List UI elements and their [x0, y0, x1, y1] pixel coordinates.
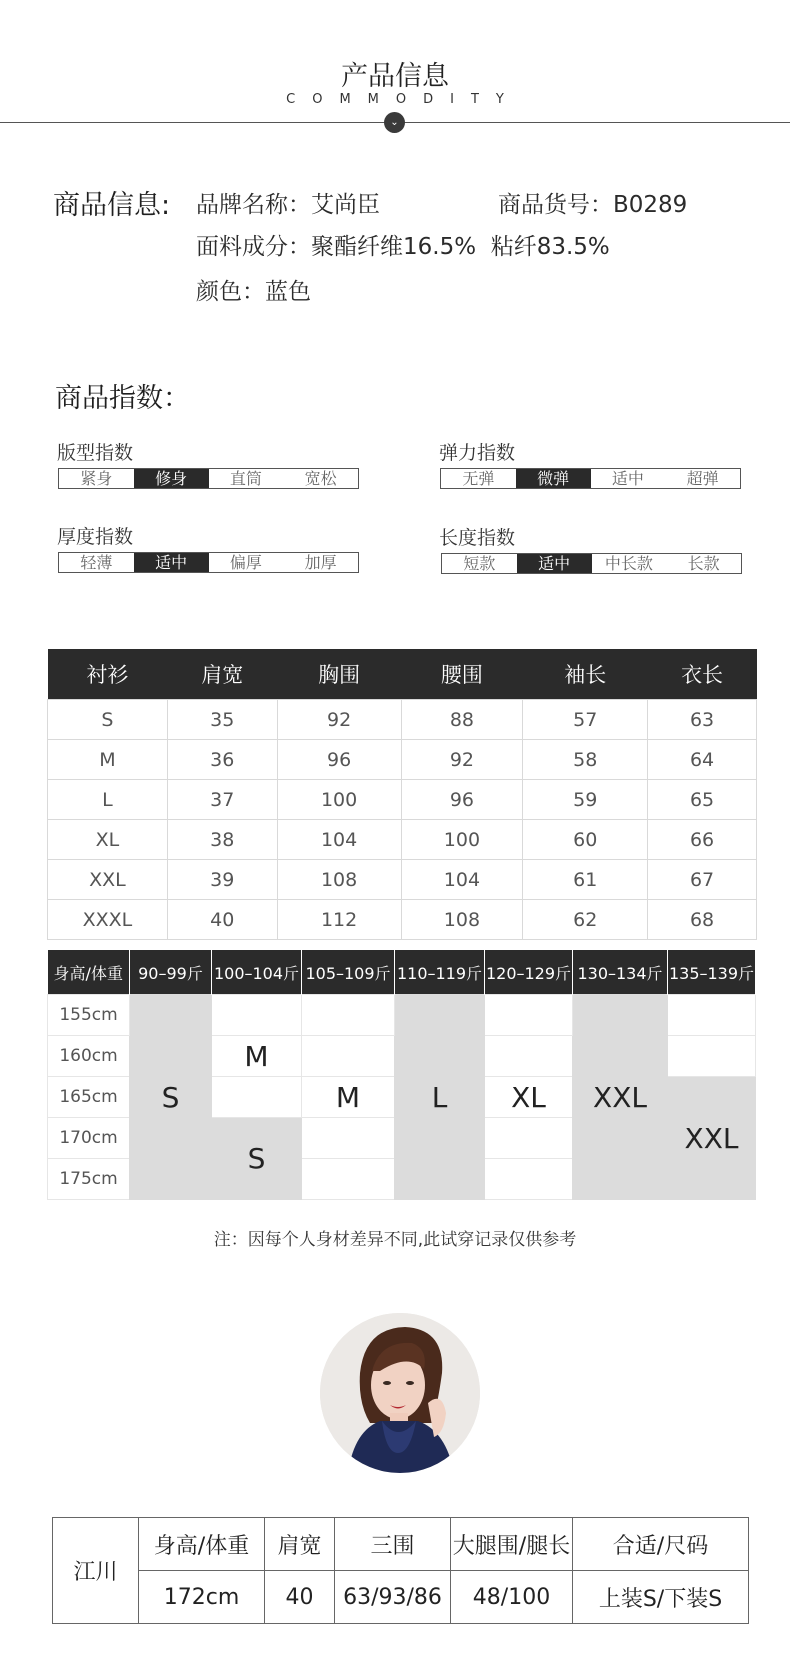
size-table-header — [48, 649, 757, 700]
size-cell — [573, 995, 668, 1200]
index-option: 紧身 — [80, 469, 113, 488]
fit-cell — [302, 995, 395, 1036]
index-option: 轻薄 — [80, 553, 113, 572]
index-option: 适中 — [611, 469, 644, 488]
table-cell: 40 — [167, 900, 277, 940]
item-number: 商品货号：B0289 — [498, 192, 688, 218]
row-header: 155cm — [48, 995, 130, 1036]
fit-cell — [485, 995, 573, 1036]
section-subtitle: COMMODITY — [286, 92, 521, 107]
table-row — [53, 1518, 749, 1571]
index-option-selected: 微弹 — [516, 469, 591, 488]
table-cell: M — [48, 740, 168, 780]
fit-cell — [302, 1118, 395, 1159]
table-cell: XXXL — [48, 900, 168, 940]
model-name: 江川 — [53, 1518, 139, 1624]
fit-cell — [302, 1036, 395, 1077]
table-cell: 57 — [523, 700, 648, 740]
table-cell: 92 — [401, 740, 523, 780]
table-row — [48, 820, 757, 860]
row-header: 160cm — [48, 1036, 130, 1077]
chevron-down-icon: ⌄ — [384, 112, 405, 133]
index-bar-length — [441, 553, 742, 574]
size-cell — [212, 1118, 302, 1200]
index-bar-thickness — [58, 552, 359, 573]
table-cell: 62 — [523, 900, 648, 940]
avatar — [320, 1313, 480, 1473]
table-cell: 172cm — [139, 1571, 265, 1624]
size-label: XL — [511, 1080, 546, 1114]
table-cell: S — [48, 700, 168, 740]
table-cell: 48/100 — [451, 1571, 573, 1624]
index-option: 超弹 — [686, 469, 719, 488]
table-cell: 63/93/86 — [335, 1571, 451, 1624]
size-cell — [302, 1077, 395, 1118]
table-cell: 88 — [401, 700, 523, 740]
column-header: 身高/体重 — [48, 950, 130, 995]
column-header: 110–119斤 — [395, 950, 485, 995]
table-cell: 58 — [523, 740, 648, 780]
section-title: 产品信息 — [341, 61, 449, 92]
table-row — [48, 860, 757, 900]
fit-cell — [212, 1077, 302, 1118]
fit-cell — [485, 1159, 573, 1200]
table-cell: 上装S/下装S — [573, 1571, 749, 1624]
index-option: 偏厚 — [229, 553, 262, 572]
table-cell: 112 — [277, 900, 401, 940]
row-header: 170cm — [48, 1118, 130, 1159]
table-cell: 67 — [648, 860, 757, 900]
table-cell: 40 — [265, 1571, 335, 1624]
table-row — [48, 740, 757, 780]
model-table — [52, 1517, 749, 1624]
column-header: 90–99斤 — [130, 950, 212, 995]
column-header: 肩宽 — [265, 1518, 335, 1571]
table-row — [48, 995, 756, 1036]
fit-table — [47, 950, 756, 1200]
column-header: 合适/尺码 — [573, 1518, 749, 1571]
index-option-selected: 适中 — [134, 553, 209, 572]
size-label: S — [247, 1142, 266, 1175]
table-cell: XXL — [48, 860, 168, 900]
size-label: XXL — [684, 1121, 739, 1155]
table-cell: 37 — [167, 780, 277, 820]
column-header: 130–134斤 — [573, 950, 668, 995]
column-header: 120–129斤 — [485, 950, 573, 995]
brand-name: 品牌名称：艾尚臣 — [196, 192, 380, 218]
column-header: 105–109斤 — [302, 950, 395, 995]
index-option-selected: 修身 — [134, 469, 209, 488]
disclaimer-note: 注：因每个人身材差异不同,此试穿记录仅供参考 — [213, 1230, 577, 1250]
index-option: 无弹 — [462, 469, 495, 488]
index-option: 长款 — [687, 554, 720, 573]
info-heading: 商品信息: — [53, 190, 171, 221]
table-cell: 60 — [523, 820, 648, 860]
fit-cell — [212, 995, 302, 1036]
fit-cell — [485, 1118, 573, 1159]
table-cell: 104 — [277, 820, 401, 860]
index-option: 加厚 — [304, 553, 337, 572]
table-cell: 92 — [277, 700, 401, 740]
table-cell: 100 — [401, 820, 523, 860]
table-row — [48, 900, 757, 940]
index-label-fit: 版型指数 — [57, 442, 134, 464]
table-cell: 108 — [277, 860, 401, 900]
fit-cell — [668, 1036, 756, 1077]
fit-cell — [668, 995, 756, 1036]
size-label: S — [161, 1080, 180, 1114]
row-header: 165cm — [48, 1077, 130, 1118]
column-header: 100–104斤 — [212, 950, 302, 995]
fit-cell — [485, 1036, 573, 1077]
column-header: 衣长 — [648, 649, 757, 700]
table-cell: 96 — [277, 740, 401, 780]
table-cell: 66 — [648, 820, 757, 860]
table-cell: 39 — [167, 860, 277, 900]
size-cell — [130, 995, 212, 1200]
column-header: 袖长 — [523, 649, 648, 700]
table-cell: L — [48, 780, 168, 820]
table-row — [48, 700, 757, 740]
table-cell: 38 — [167, 820, 277, 860]
table-cell: 63 — [648, 700, 757, 740]
column-header: 肩宽 — [167, 649, 277, 700]
column-header: 衬衫 — [48, 649, 168, 700]
size-label: XXL — [593, 1080, 647, 1114]
size-label: M — [244, 1039, 269, 1073]
column-header: 身高/体重 — [139, 1518, 265, 1571]
table-row — [48, 780, 757, 820]
fabric-composition: 面料成分：聚酯纤维16.5% 粘纤83.5% — [196, 234, 610, 260]
table-cell: 68 — [648, 900, 757, 940]
table-cell: 104 — [401, 860, 523, 900]
color-info: 颜色：蓝色 — [196, 279, 311, 305]
index-heading: 商品指数： — [55, 383, 190, 414]
index-label-thickness: 厚度指数 — [57, 526, 134, 548]
index-option: 宽松 — [304, 469, 337, 488]
index-option-selected: 适中 — [517, 554, 592, 573]
size-cell — [668, 1077, 756, 1200]
table-cell: 35 — [167, 700, 277, 740]
table-cell: 96 — [401, 780, 523, 820]
table-cell: 61 — [523, 860, 648, 900]
size-cell — [485, 1077, 573, 1118]
row-header: 175cm — [48, 1159, 130, 1200]
table-cell: 108 — [401, 900, 523, 940]
table-cell: 65 — [648, 780, 757, 820]
table-row — [53, 1571, 749, 1624]
table-cell: 100 — [277, 780, 401, 820]
table-cell: XL — [48, 820, 168, 860]
table-cell: 36 — [167, 740, 277, 780]
column-header: 大腿围/腿长 — [451, 1518, 573, 1571]
column-header: 胸围 — [277, 649, 401, 700]
index-option: 中长款 — [604, 554, 653, 573]
index-option: 短款 — [463, 554, 496, 573]
index-bar-stretch — [440, 468, 741, 489]
column-header: 135–139斤 — [668, 950, 756, 995]
size-table — [47, 649, 757, 940]
index-bar-fit — [58, 468, 359, 489]
size-cell — [395, 995, 485, 1200]
fit-table-header — [48, 950, 756, 995]
table-cell: 64 — [648, 740, 757, 780]
column-header: 腰围 — [401, 649, 523, 700]
table-cell: 59 — [523, 780, 648, 820]
fit-cell — [302, 1159, 395, 1200]
size-label: M — [335, 1080, 361, 1114]
index-option: 直筒 — [229, 469, 262, 488]
column-header: 三围 — [335, 1518, 451, 1571]
size-cell — [212, 1036, 302, 1077]
index-label-stretch: 弹力指数 — [439, 442, 516, 464]
size-label: L — [431, 1080, 448, 1114]
index-label-length: 长度指数 — [439, 527, 516, 549]
